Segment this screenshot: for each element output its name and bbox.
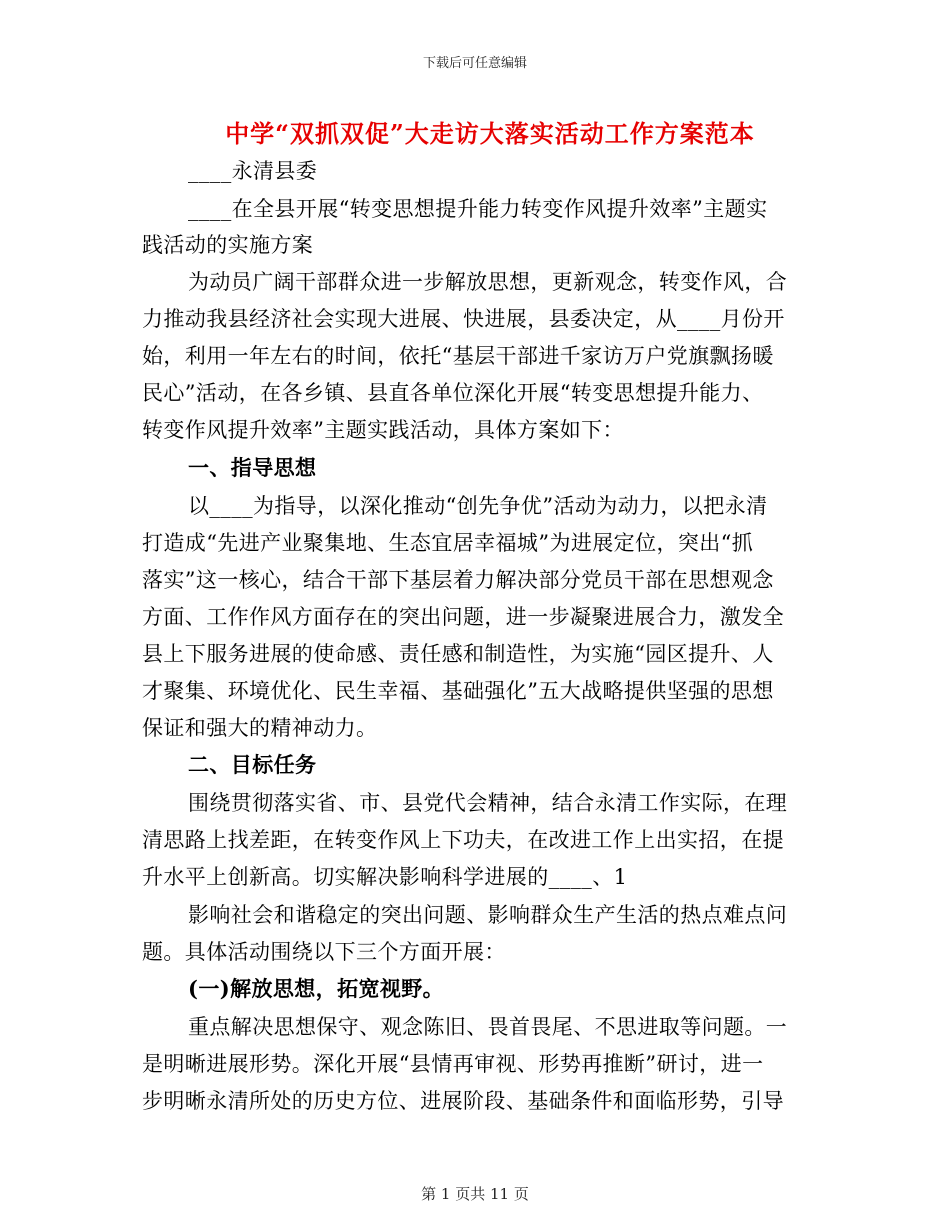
text-line: 以____为指导，以深化推动“创先争优”活动为动力，以把永清 [188, 494, 768, 518]
text-line: 方面、工作作风方面存在的突出问题，进一步凝聚进展合力，激发全 [142, 605, 784, 629]
text-line: 保证和强大的精神动力。 [142, 716, 378, 740]
text-line: 转变作风提升效率”主题实践活动，具体方案如下： [142, 418, 624, 442]
text-line: 民心”活动，在各乡镇、县直各单位深化开展“转变思想提升能力、 [142, 381, 764, 405]
text-line: 始，利用一年左右的时间，依托“基层干部进千家访万户党旗飘扬暖 [142, 344, 774, 368]
page-footer: 第 1 页共 11 页 [421, 1185, 529, 1203]
text-line: 清思路上找差距，在转变作风上下功夫，在改进工作上出实招，在提 [142, 828, 784, 852]
section-heading: 二、目标任务 [188, 752, 317, 777]
text-line: 县上下服务进展的使命感、责任感和制造性，为实施“园区提升、人 [142, 642, 774, 666]
text-line: ____在全县开展“转变思想提升能力转变作风提升效率”主题实 [188, 197, 768, 221]
text-line: 打造成“先进产业聚集地、生态宜居幸福城”为进展定位，突出“抓 [142, 531, 754, 555]
text-line: 是明晰进展形势。深化开展“县情再审视、形势再推断”研讨，进一 [142, 1052, 764, 1076]
text-line: 落实”这一核心，结合干部下基层着力解决部分党员干部在思想观念 [142, 568, 774, 592]
subsection-heading: (一)解放思想，拓宽视野。 [188, 976, 445, 1001]
text-line: ____永清县委 [188, 159, 318, 183]
text-line: 步明晰永清所处的历史方位、进展阶段、基础条件和面临形势，引导 [142, 1089, 784, 1113]
text-line: 影响社会和谐稳定的突出问题、影响群众生产生活的热点难点问 [188, 903, 788, 927]
text-line: 力推动我县经济社会实现大进展、快进展，县委决定，从____月份开 [142, 307, 785, 331]
section-heading: 一、指导思想 [188, 455, 317, 480]
text-line: 践活动的实施方案 [142, 233, 314, 257]
text-line: 升水平上创新高。切实解决影响科学进展的____、1 [142, 865, 628, 889]
text-line: 才聚集、环境优化、民生幸福、基础强化”五大战略提供坚强的思想 [142, 679, 774, 703]
page-header: 下载后可任意编辑 [422, 56, 527, 71]
text-line: 题。具体活动围绕以下三个方面开展： [142, 940, 506, 964]
text-line: 重点解决思想保守、观念陈旧、畏首畏尾、不思进取等问题。一 [188, 1015, 788, 1039]
document-title: 中学“双抓双促”大走访大落实活动工作方案范本 [225, 119, 755, 148]
text-line: 为动员广阔干部群众进一步解放思想，更新观念，转变作风，合 [188, 270, 788, 294]
text-line: 围绕贯彻落实省、市、县党代会精神，结合永清工作实际，在理 [188, 791, 788, 815]
